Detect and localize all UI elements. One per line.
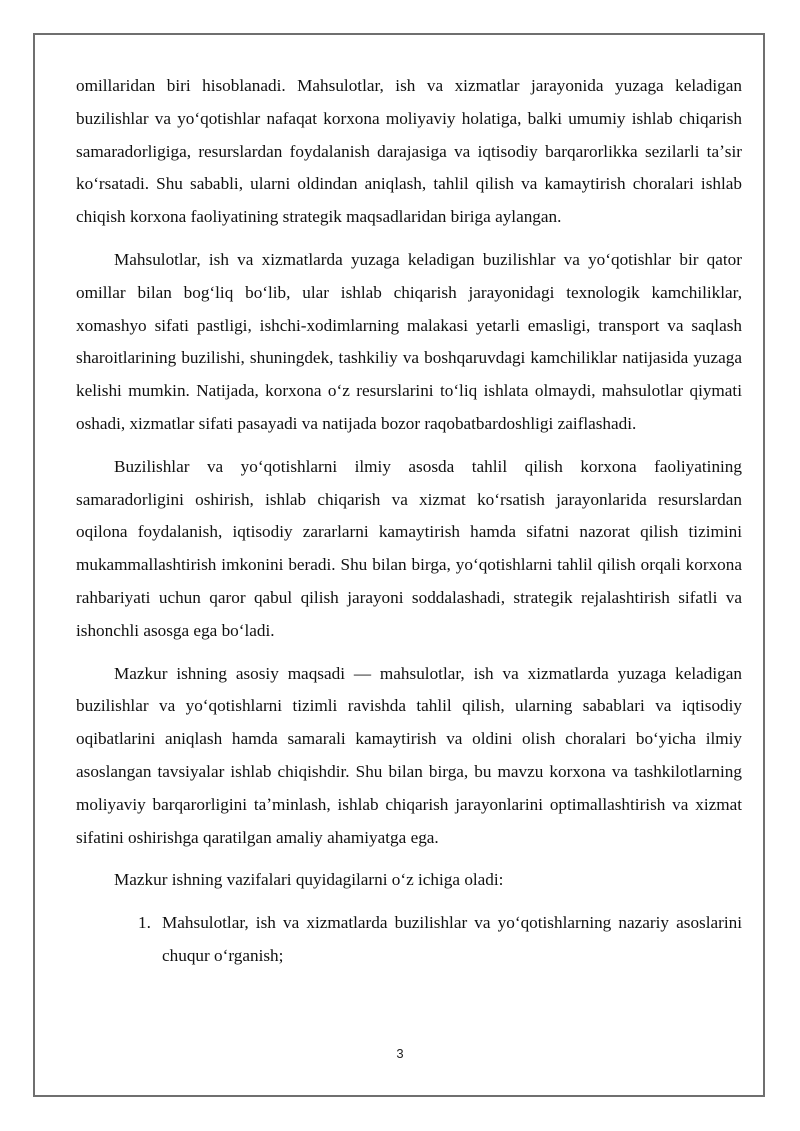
task-text: Mahsulotlar, ish va xizmatlarda buzilishlar va yoʻqotishlarning nazariy asoslarini chuqur oʻrganish; bbox=[162, 913, 742, 965]
paragraph: Buzilishlar va yoʻqotishlarni ilmiy asosda tahlil qilish korxona faoliyatining samaradorligini oshirish, ishlab chiqarish va xizmat koʻrsatish jarayonlarida resurslardan oqilona foydalanish, iqtisodiy zararlarni kamaytirish hamda sifatni nazorat qilish tizimini mukammallashtirish imkonini beradi. Shu bilan birga, yoʻqotishlarni tahlil qilish orqali korxona rahbariyati uchun qaror qabul qilish jarayoni soddalashadi, strategik rejalashtirish sifatli va ishonchli asosga ega boʻladi. bbox=[76, 456, 742, 640]
task-number: 1. bbox=[138, 913, 151, 933]
task-list bbox=[76, 907, 742, 973]
paragraph: omillaridan biri hisoblanadi. Mahsulotlar, ish va xizmatlar jarayonida yuzaga keladigan buzilishlar va yoʻqotishlar nafaqat korxona moliyaviy holatiga, balki umumiy ishlab chiqarish samaradorligiga, resurslardan foydalanish darajasiga va iqtisodiy barqarorlikka sezilarli taʼsir koʻrsatadi. Shu sababli, ularni oldindan aniqlash, tahlil qilish va kamaytirish choralari ishlab chiqish korxona faoliyatining strategik maqsadlaridan biriga aylangan. bbox=[76, 76, 742, 227]
task-list-item bbox=[76, 907, 742, 973]
paragraph: Mazkur ishning vazifalari quyidagilarni oʻz ichiga oladi: bbox=[114, 870, 504, 890]
paragraph: Mahsulotlar, ish va xizmatlarda yuzaga keladigan buzilishlar va yoʻqotishlar bir qator omillar bilan bogʻliq boʻlib, ular ishlab chiqarish jarayonidagi texnologik kamchiliklar, xomashyo sifati pastligi, ishchi-xodimlarning malakasi yetarli emasligi, transport va saqlash sharoitlarining buzilishi, shuningdek, tashkiliy va boshqaruvdagi kamchiliklar natijasida yuzaga kelishi mumkin. Natijada, korxona oʻz resurslarini toʻliq ishlata olmaydi, mahsulotlar qiymati oshadi, xizmatlar sifati pasayadi va natijada bozor raqobatbardoshligi zaiflashadi. bbox=[76, 249, 742, 433]
paragraph: Mazkur ishning asosiy maqsadi — mahsulotlar, ish va xizmatlarda yuzaga keladigan buzilishlar va yoʻqotishlarni tizimli ravishda tahlil qilish, ularning sabablari va iqtisodiy oqibatlarini aniqlash hamda samarali kamaytirish va oldini olish choralari boʻyicha ilmiy asoslangan tavsiyalar ishlab chiqishdir. Shu bilan birga, bu mavzu korxona va tashkilotlarning moliyaviy barqarorligini taʼminlash, ishlab chiqarish jarayonlarini optimallashtirish va xizmat sifatini oshirishga qaratilgan amaliy ahamiyatga ega. bbox=[76, 663, 742, 847]
page-number: 3 bbox=[396, 1046, 404, 1061]
document-body bbox=[76, 70, 742, 973]
